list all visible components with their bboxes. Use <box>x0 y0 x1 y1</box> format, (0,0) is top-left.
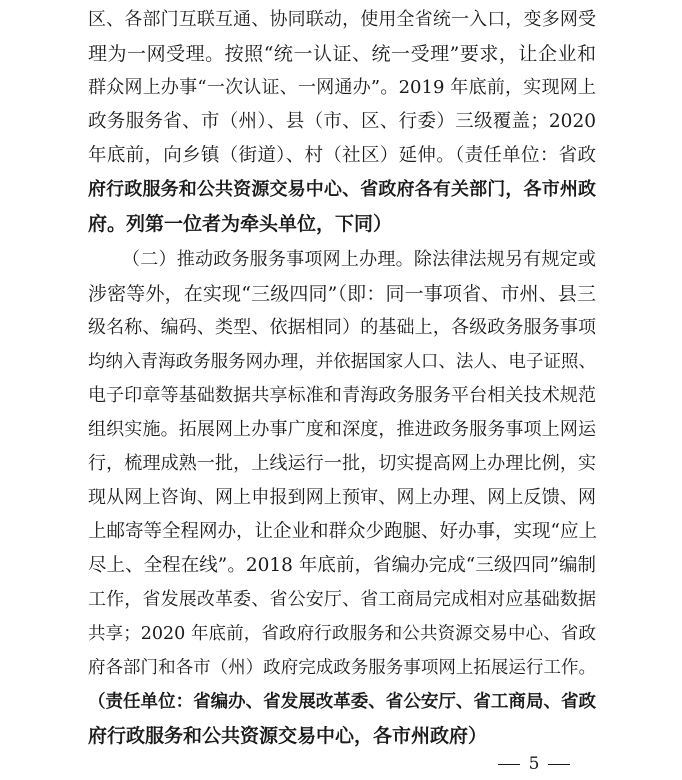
text-line: 群众网上办事“一次认证、一网通办”。2019 年底前，实现网上 <box>88 77 596 98</box>
text-line: 政务服务省、市（州）、县（市、区、行委）三级覆盖；2020 <box>88 111 596 132</box>
text-line: 年底前，向乡镇（街道）、村（社区）延伸。（责任单位：省政 <box>88 145 596 166</box>
text-line: 级名称、编码、类型、依据相同）的基础上，各级政务服务事项 <box>88 317 596 338</box>
text-line: 组织实施。拓展网上办事广度和深度，推进政务服务事项上网运 <box>88 419 596 440</box>
responsibility-note: 府行政服务和公共资源交易中心，各市州政府） <box>88 725 488 747</box>
page-number-dash-right <box>548 764 570 765</box>
text-line: 上邮寄等全程网办，让企业和群众少跑腿、好办事，实现“应上 <box>88 521 597 542</box>
responsibility-note: 府行政服务和公共资源交易中心、省政府各有关部门，各市州政 <box>88 179 596 200</box>
text-line: 共享；2020 年底前，省政府行政服务和公共资源交易中心、省政 <box>88 624 596 644</box>
section-heading-paragraph: （二）推动政务服务事项网上办理。除法律法规另有规定或 <box>122 249 596 270</box>
page-number: 5 <box>528 754 540 774</box>
text-line: 现从网上咨询、网上申报到网上预审、网上办理、网上反馈、网 <box>88 487 596 508</box>
text-line: 区、各部门互联互通、协同联动，使用全省统一入口，变多网受 <box>88 9 596 30</box>
text-line: 均纳入青海政务服务网办理，并依据国家人口、法人、电子证照、 <box>88 352 596 372</box>
text-line: 尽上、全程在线”。2018 年底前，省编办完成“三级四同”编制 <box>88 555 596 576</box>
responsibility-note: 府。列第一位者为牵头单位，下同） <box>88 213 393 235</box>
text-line: 电子印章等基础数据共享标准和青海政务服务平台相关技术规范 <box>88 385 596 406</box>
responsibility-note: （责任单位：省编办、省发展改革委、省公安厅、省工商局、省政 <box>88 692 596 712</box>
text-line: 工作，省发展改革委、省公安厅、省工商局完成相对应基础数据 <box>88 589 596 610</box>
page-number-dash-left <box>498 764 520 765</box>
text-line: 府各部门和各市（州）政府完成政务服务事项网上拓展运行工作。 <box>88 658 596 678</box>
text-line: 涉密等外，在实现“三级四同”（即：同一事项省、市州、县三 <box>88 283 596 305</box>
text-line: 理为一网受理。按照“统一认证、统一受理”要求，让企业和 <box>88 43 596 65</box>
text-line: 行，梳理成熟一批，上线运行一批，切实提高网上办理比例，实 <box>88 453 596 474</box>
